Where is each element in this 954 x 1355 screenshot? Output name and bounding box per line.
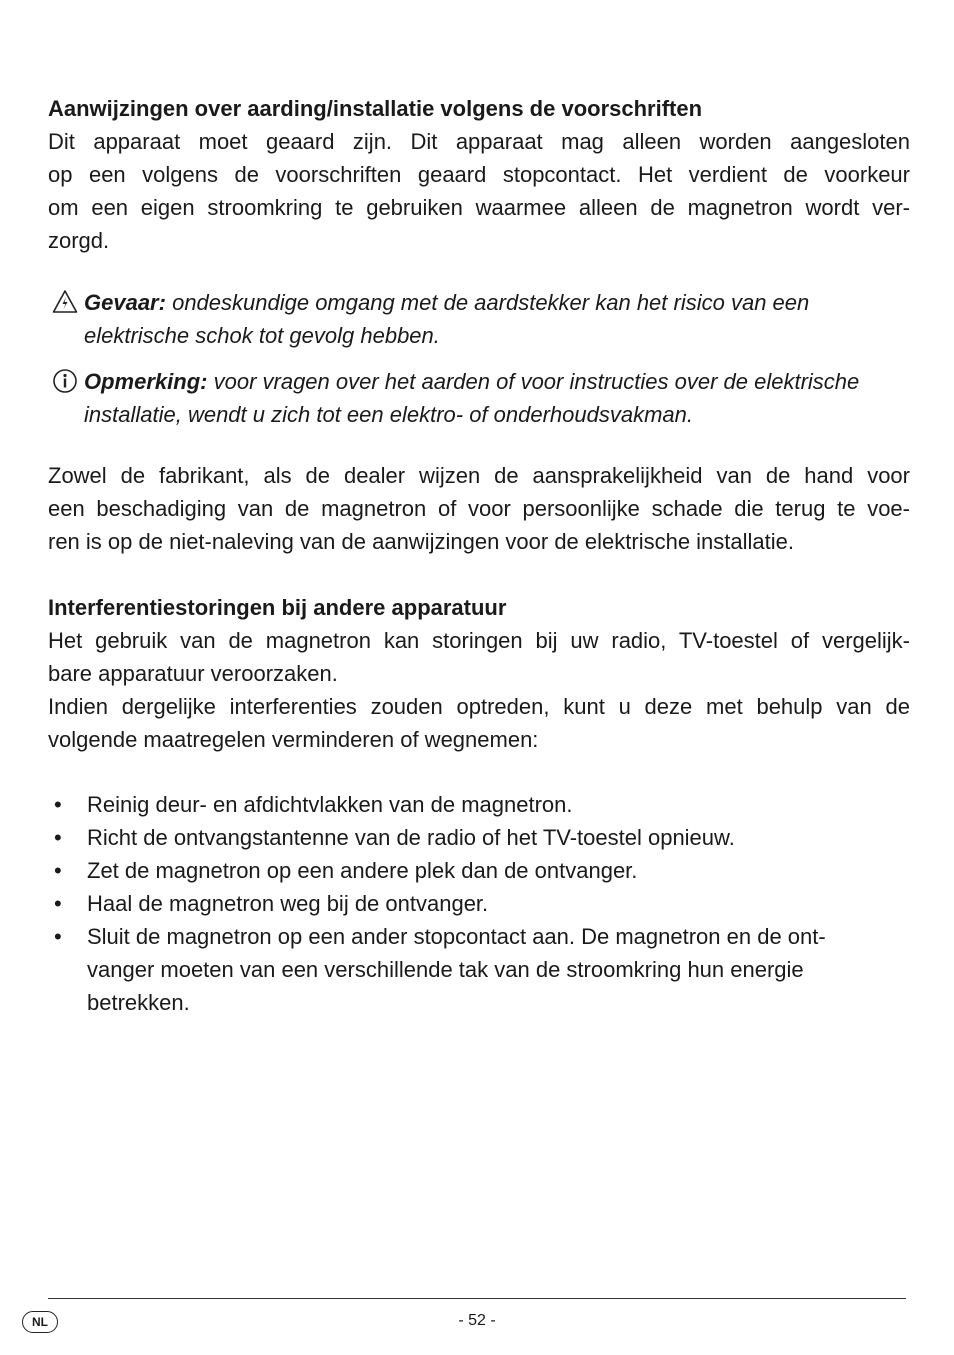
list-item-text: Reinig deur- en afdichtvlakken van de magnetron. [87,792,573,817]
interference-paragraph [48,624,910,756]
paragraph-line: Dit apparaat moet geaard zijn. Dit apparaat mag alleen worden aangesloten [48,129,910,154]
paragraph-line: Zowel de fabrikant, als de dealer wijzen de aansprakelijkheid van de hand voor [48,463,910,488]
paragraph-line: ren is op de niet-naleving van de aanwijzingen voor de elektrische installatie. [48,529,795,554]
paragraph-line: volgende maatregelen verminderen of wegnemen: [48,727,539,752]
bullet-icon: • [54,792,62,817]
list-item-text: vanger moeten van een verschillende tak van de stroomkring hun energie [87,957,804,982]
section-heading-grounding: Aanwijzingen over aarding/installatie volgens de voorschriften [48,96,703,121]
list-item [48,887,908,920]
danger-text: elektrische schok tot gevolg hebben. [84,323,440,348]
liability-paragraph [48,459,910,558]
paragraph-line: Het gebruik van de magnetron kan storingen bij uw radio, TV-toestel of vergelijk- [48,628,910,653]
bullet-icon: • [54,891,62,916]
list-item [48,854,908,887]
warning-triangle-icon [52,289,78,315]
danger-text: ondeskundige omgang met de aardstekker kan het risico van een [172,290,810,315]
bullet-icon: • [54,825,62,850]
language-badge: NL [22,1311,58,1333]
list-item-text: Sluit de magnetron op een ander stopcontact aan. De magnetron en de ont- [87,924,826,949]
info-circle-icon [52,368,78,394]
list-item [48,821,908,854]
measures-list [48,788,908,1019]
grounding-paragraph [48,125,910,257]
bullet-icon: • [54,924,62,949]
paragraph-line: Indien dergelijke interferenties zouden optreden, kunt u deze met behulp van de [48,694,910,719]
paragraph-line: om een eigen stroomkring te gebruiken waarmee alleen de magnetron wordt ver- [48,195,910,220]
paragraph-line: bare apparatuur veroorzaken. [48,661,338,686]
paragraph-line: op een volgens de voorschriften geaard stopcontact. Het verdient de voorkeur [48,162,910,187]
danger-label: Gevaar: [84,290,166,315]
section-heading-interference: Interferentiestoringen bij andere apparatuur [48,595,507,620]
paragraph-line: zorgd. [48,228,110,253]
danger-note [48,286,908,352]
remark-text: installatie, wendt u zich tot een elektro- of onderhoudsvakman. [84,402,694,427]
list-item-text: Zet de magnetron op een andere plek dan de ontvanger. [87,858,638,883]
list-item [48,920,908,1019]
paragraph-line: een beschadiging van de magnetron of voor persoonlijke schade die terug te voe- [48,496,910,521]
remark-text: voor vragen over het aarden of voor instructies over de elektrische [213,369,860,394]
list-item [48,788,908,821]
footer-divider [48,1298,906,1299]
bullet-icon: • [54,858,62,883]
page-number: - 52 - [458,1312,496,1329]
remark-label: Opmerking: [84,369,208,394]
remark-note [48,365,908,431]
list-item-text: Richt de ontvangstantenne van de radio of het TV-toestel opnieuw. [87,825,735,850]
list-item-text: betrekken. [87,990,190,1015]
list-item-text: Haal de magnetron weg bij de ontvanger. [87,891,489,916]
